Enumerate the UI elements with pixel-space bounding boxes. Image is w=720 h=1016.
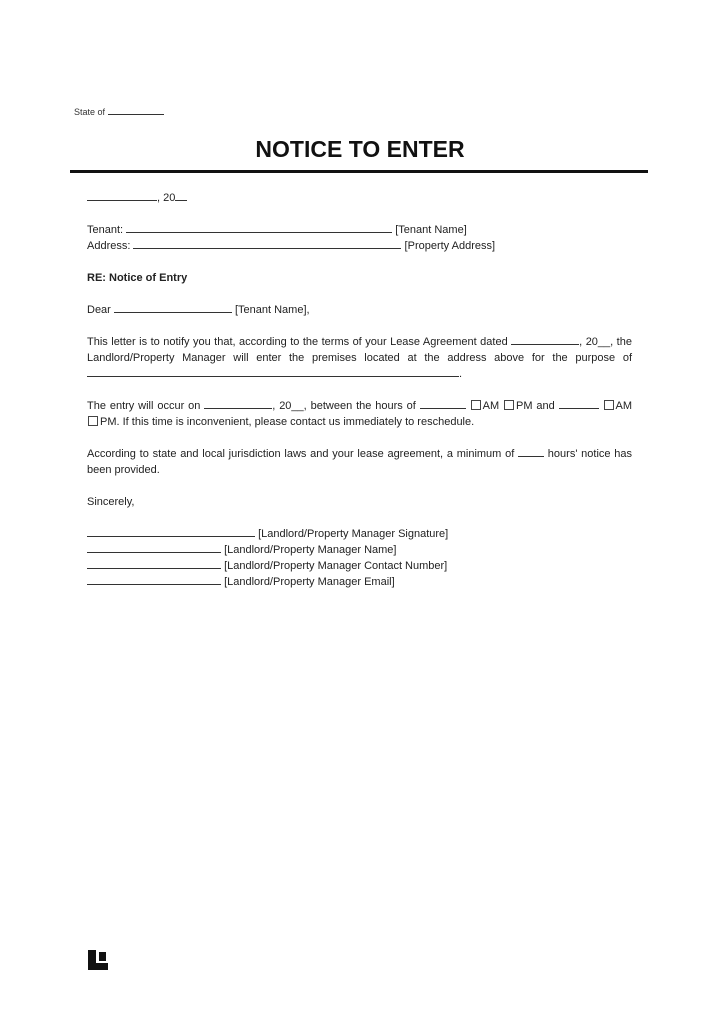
year-blank[interactable] bbox=[175, 190, 187, 201]
date-line bbox=[87, 190, 187, 206]
signature-hint: [Landlord/Property Manager Signature] bbox=[258, 528, 449, 540]
paragraph-entry bbox=[87, 398, 632, 430]
hours-blank[interactable] bbox=[518, 446, 544, 457]
lease-date-blank[interactable] bbox=[511, 334, 579, 345]
signature-blank[interactable] bbox=[87, 526, 255, 537]
paragraph-notice bbox=[87, 446, 632, 478]
tenant-hint: [Tenant Name] bbox=[395, 224, 467, 236]
start-pm-checkbox[interactable] bbox=[504, 400, 514, 410]
email-hint: [Landlord/Property Manager Email] bbox=[224, 576, 395, 588]
dear-hint: [Tenant Name], bbox=[234, 304, 310, 316]
address-blank[interactable] bbox=[133, 238, 401, 249]
email-blank[interactable] bbox=[87, 574, 221, 585]
pm-label-2: PM. If this time is inconvenient, please contact us immediately to reschedule. bbox=[100, 416, 475, 428]
p2-text-2: , 20__, between the hours of bbox=[272, 400, 416, 412]
p3-text-1: According to state and local jurisdiction laws and your lease agreement, a minimum of bbox=[87, 448, 515, 460]
signature-line bbox=[87, 526, 448, 542]
am-label-1: AM bbox=[482, 400, 500, 412]
start-hour-blank[interactable] bbox=[420, 398, 466, 409]
closing: Sincerely, bbox=[87, 496, 135, 508]
address-label: Address: bbox=[87, 240, 131, 252]
start-am-checkbox[interactable] bbox=[471, 400, 481, 410]
end-pm-checkbox[interactable] bbox=[88, 416, 98, 426]
re-line: RE: Notice of Entry bbox=[87, 272, 188, 284]
salutation bbox=[87, 302, 310, 318]
dear-blank[interactable] bbox=[114, 302, 232, 313]
name-blank[interactable] bbox=[87, 542, 221, 553]
title-divider bbox=[70, 170, 648, 173]
paragraph-lease bbox=[87, 334, 632, 382]
tenant-blank[interactable] bbox=[126, 222, 392, 233]
p3-text-2: hours' notice has been provided. bbox=[87, 448, 633, 476]
end-hour-blank[interactable] bbox=[559, 398, 599, 409]
entry-date-blank[interactable] bbox=[204, 398, 272, 409]
brand-logo-icon bbox=[88, 950, 108, 970]
state-field bbox=[74, 106, 164, 117]
contact-line bbox=[87, 558, 447, 574]
p1-text-1: This letter is to notify you that, according to the terms of your Lease Agreement dated bbox=[87, 336, 508, 348]
state-label: State of bbox=[74, 107, 106, 117]
dear-label: Dear bbox=[87, 304, 111, 316]
address-hint: [Property Address] bbox=[404, 240, 496, 252]
name-line bbox=[87, 542, 397, 558]
address-line bbox=[87, 238, 495, 254]
tenant-line bbox=[87, 222, 467, 238]
purpose-blank[interactable] bbox=[87, 366, 459, 377]
name-hint: [Landlord/Property Manager Name] bbox=[224, 544, 397, 556]
end-am-checkbox[interactable] bbox=[604, 400, 614, 410]
date-blank[interactable] bbox=[87, 190, 157, 201]
p2-text-1: The entry will occur on bbox=[87, 400, 201, 412]
pm-label-1: PM and bbox=[516, 400, 555, 412]
email-line bbox=[87, 574, 395, 590]
contact-blank[interactable] bbox=[87, 558, 221, 569]
am-label-2: AM bbox=[615, 400, 633, 412]
tenant-label: Tenant: bbox=[87, 224, 124, 236]
p1-text-2: , 20__, the Landlord/Property Manager will enter the premises located at the address above for the purpose of bbox=[87, 336, 632, 364]
p1-text-3: . bbox=[459, 368, 463, 380]
document-title: NOTICE TO ENTER bbox=[255, 136, 465, 162]
state-blank[interactable] bbox=[108, 106, 164, 115]
contact-hint: [Landlord/Property Manager Contact Number] bbox=[224, 560, 448, 572]
year-prefix: , 20 bbox=[157, 192, 176, 204]
